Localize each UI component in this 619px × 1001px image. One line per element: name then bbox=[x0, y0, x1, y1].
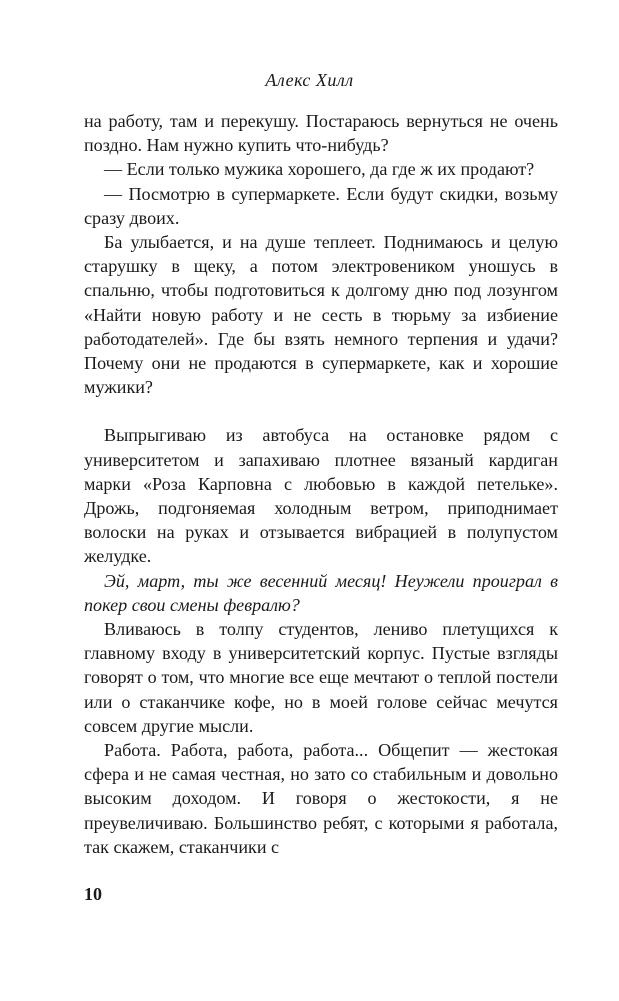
paragraph-7: Вливаюсь в толпу студентов, лениво плетущихся к главному входу в университетский корпус. Пустые взгляды говорят о том, что многие все еще мечтают о теплой постели или о стаканчике кофе, но в моей голове сейчас мечутся совсем другие мысли. bbox=[84, 619, 558, 736]
paragraph-1: на работу, там и перекушу. Постараюсь вернуться не очень поздно. Нам нужно купить что-нибудь? bbox=[84, 111, 558, 156]
page-number: 10 bbox=[84, 884, 102, 904]
section-break bbox=[84, 399, 558, 423]
paragraph-3-dialogue: — Посмотрю в супермаркете. Если будут скидки, возьму сразу двоих. bbox=[84, 183, 558, 228]
paragraph-6-italic-thought: Эй, март, ты же весенний месяц! Неужели проиграл в покер свои смены февралю? bbox=[84, 570, 558, 615]
paragraph-8: Работа. Работа, работа, работа... Общепит — жестокая сфера и не самая честная, но зато со стабильным и довольно высоким доходом. И говоря о жестокости, я не преувеличиваю. Большинство ребят, с которыми я работала, так скажем, стаканчики с bbox=[84, 740, 558, 857]
paragraph-5: Выпрыгиваю из автобуса на остановке рядом с университетом и запахиваю плотнее вязаный кардиган марки «Роза Карповна с любовью в каждой петельке». Дрожь, подгоняемая холодным ветром, приподнимает волоски на руках и отзывается вибрацией в полупустом желудке. bbox=[84, 425, 558, 567]
paragraph-4: Ба улыбается, и на душе теплеет. Поднимаюсь и целую старушку в щеку, а потом электровеником уношусь в спальню, чтобы подготовиться к долгому дню под лозунгом «Найти новую работу и не сесть в тюрьму за избиение работодателей». Где бы взять немного терпения и удачи? Почему они не продаются в супермаркете, как и хорошие мужики? bbox=[84, 232, 558, 398]
running-head-author: Алекс Хилл bbox=[265, 70, 354, 90]
body-text bbox=[84, 109, 558, 859]
paragraph-2-dialogue: — Если только мужика хорошего, да где ж их продают? bbox=[104, 159, 535, 180]
